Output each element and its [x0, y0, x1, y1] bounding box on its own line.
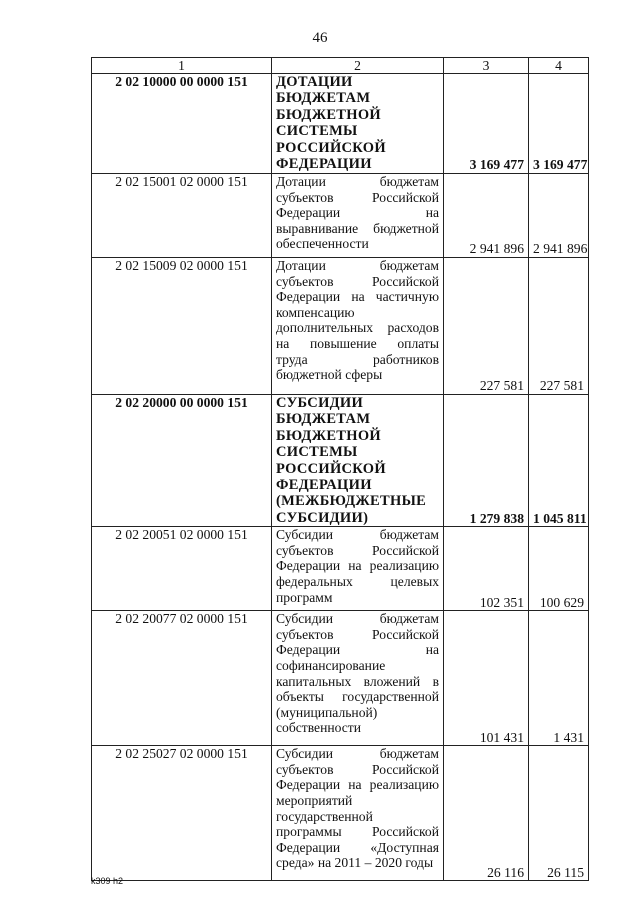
table-row: [92, 74, 589, 174]
amount-col3-cell: 101 431: [444, 611, 529, 746]
description-cell: Субсидии бюджетам субъектов Российской Федерации на реализацию федеральных целевых программ: [272, 527, 444, 611]
amount-col3-cell: 2 941 896: [444, 174, 529, 258]
budget-code-cell: 2 02 20077 02 0000 151: [92, 611, 272, 746]
header-row: [92, 58, 589, 74]
table-row: [92, 258, 589, 395]
amount-col4-cell: 1 431: [529, 611, 589, 746]
document-footer-code: k309 h2: [91, 876, 124, 886]
column-header-4: 4: [529, 58, 589, 74]
budget-code-cell: 2 02 15009 02 0000 151: [92, 258, 272, 395]
budget-code-cell: 2 02 20051 02 0000 151: [92, 527, 272, 611]
table-row: [92, 527, 589, 611]
description-cell: Субсидии бюджетам субъектов Российской Федерации на софинансирование капитальных вложений в объекты государственной (муниципальной) собственности: [272, 611, 444, 746]
table-row: [92, 746, 589, 881]
amount-col3-cell: 3 169 477: [444, 74, 529, 174]
amount-col4-cell: 227 581: [529, 258, 589, 395]
table-row: [92, 174, 589, 258]
amount-col4-cell: 100 629: [529, 527, 589, 611]
amount-col3-cell: 26 116: [444, 746, 529, 881]
amount-col4-cell: 26 115: [529, 746, 589, 881]
budget-code-cell: 2 02 20000 00 0000 151: [92, 395, 272, 527]
budget-code-cell: 2 02 15001 02 0000 151: [92, 174, 272, 258]
table-row: [92, 395, 589, 527]
amount-col3-cell: 102 351: [444, 527, 529, 611]
amount-col4-cell: 2 941 896: [529, 174, 589, 258]
description-cell: ДОТАЦИИ БЮДЖЕТАМ БЮДЖЕТНОЙ СИСТЕМЫ РОССИЙСКОЙ ФЕДЕРАЦИИ: [272, 74, 444, 174]
amount-col3-cell: 1 279 838: [444, 395, 529, 527]
column-header-3: 3: [444, 58, 529, 74]
amount-col4-cell: 3 169 477: [529, 74, 589, 174]
budget-code-cell: 2 02 10000 00 0000 151: [92, 74, 272, 174]
column-header-2: 2: [272, 58, 444, 74]
description-cell: СУБСИДИИ БЮДЖЕТАМ БЮДЖЕТНОЙ СИСТЕМЫ РОССИЙСКОЙ ФЕДЕРАЦИИ (МЕЖБЮДЖЕТНЫЕ СУБСИДИИ): [272, 395, 444, 527]
budget-code-cell: 2 02 25027 02 0000 151: [92, 746, 272, 881]
amount-col4-cell: 1 045 811: [529, 395, 589, 527]
budget-table: [91, 57, 589, 881]
description-cell: Субсидии бюджетам субъектов Российской Федерации на реализацию мероприятий государственной программы Российской Федерации «Доступная среда» на 2011 – 2020 годы: [272, 746, 444, 881]
page-number: 46: [312, 30, 328, 46]
amount-col3-cell: 227 581: [444, 258, 529, 395]
description-cell: Дотации бюджетам субъектов Российской Федерации на выравнивание бюджетной обеспеченности: [272, 174, 444, 258]
description-cell: Дотации бюджетам субъектов Российской Федерации на частичную компенсацию дополнительных расходов на повышение оплаты труда работников бюджетной сферы: [272, 258, 444, 395]
column-header-1: 1: [92, 58, 272, 74]
table-row: [92, 611, 589, 746]
